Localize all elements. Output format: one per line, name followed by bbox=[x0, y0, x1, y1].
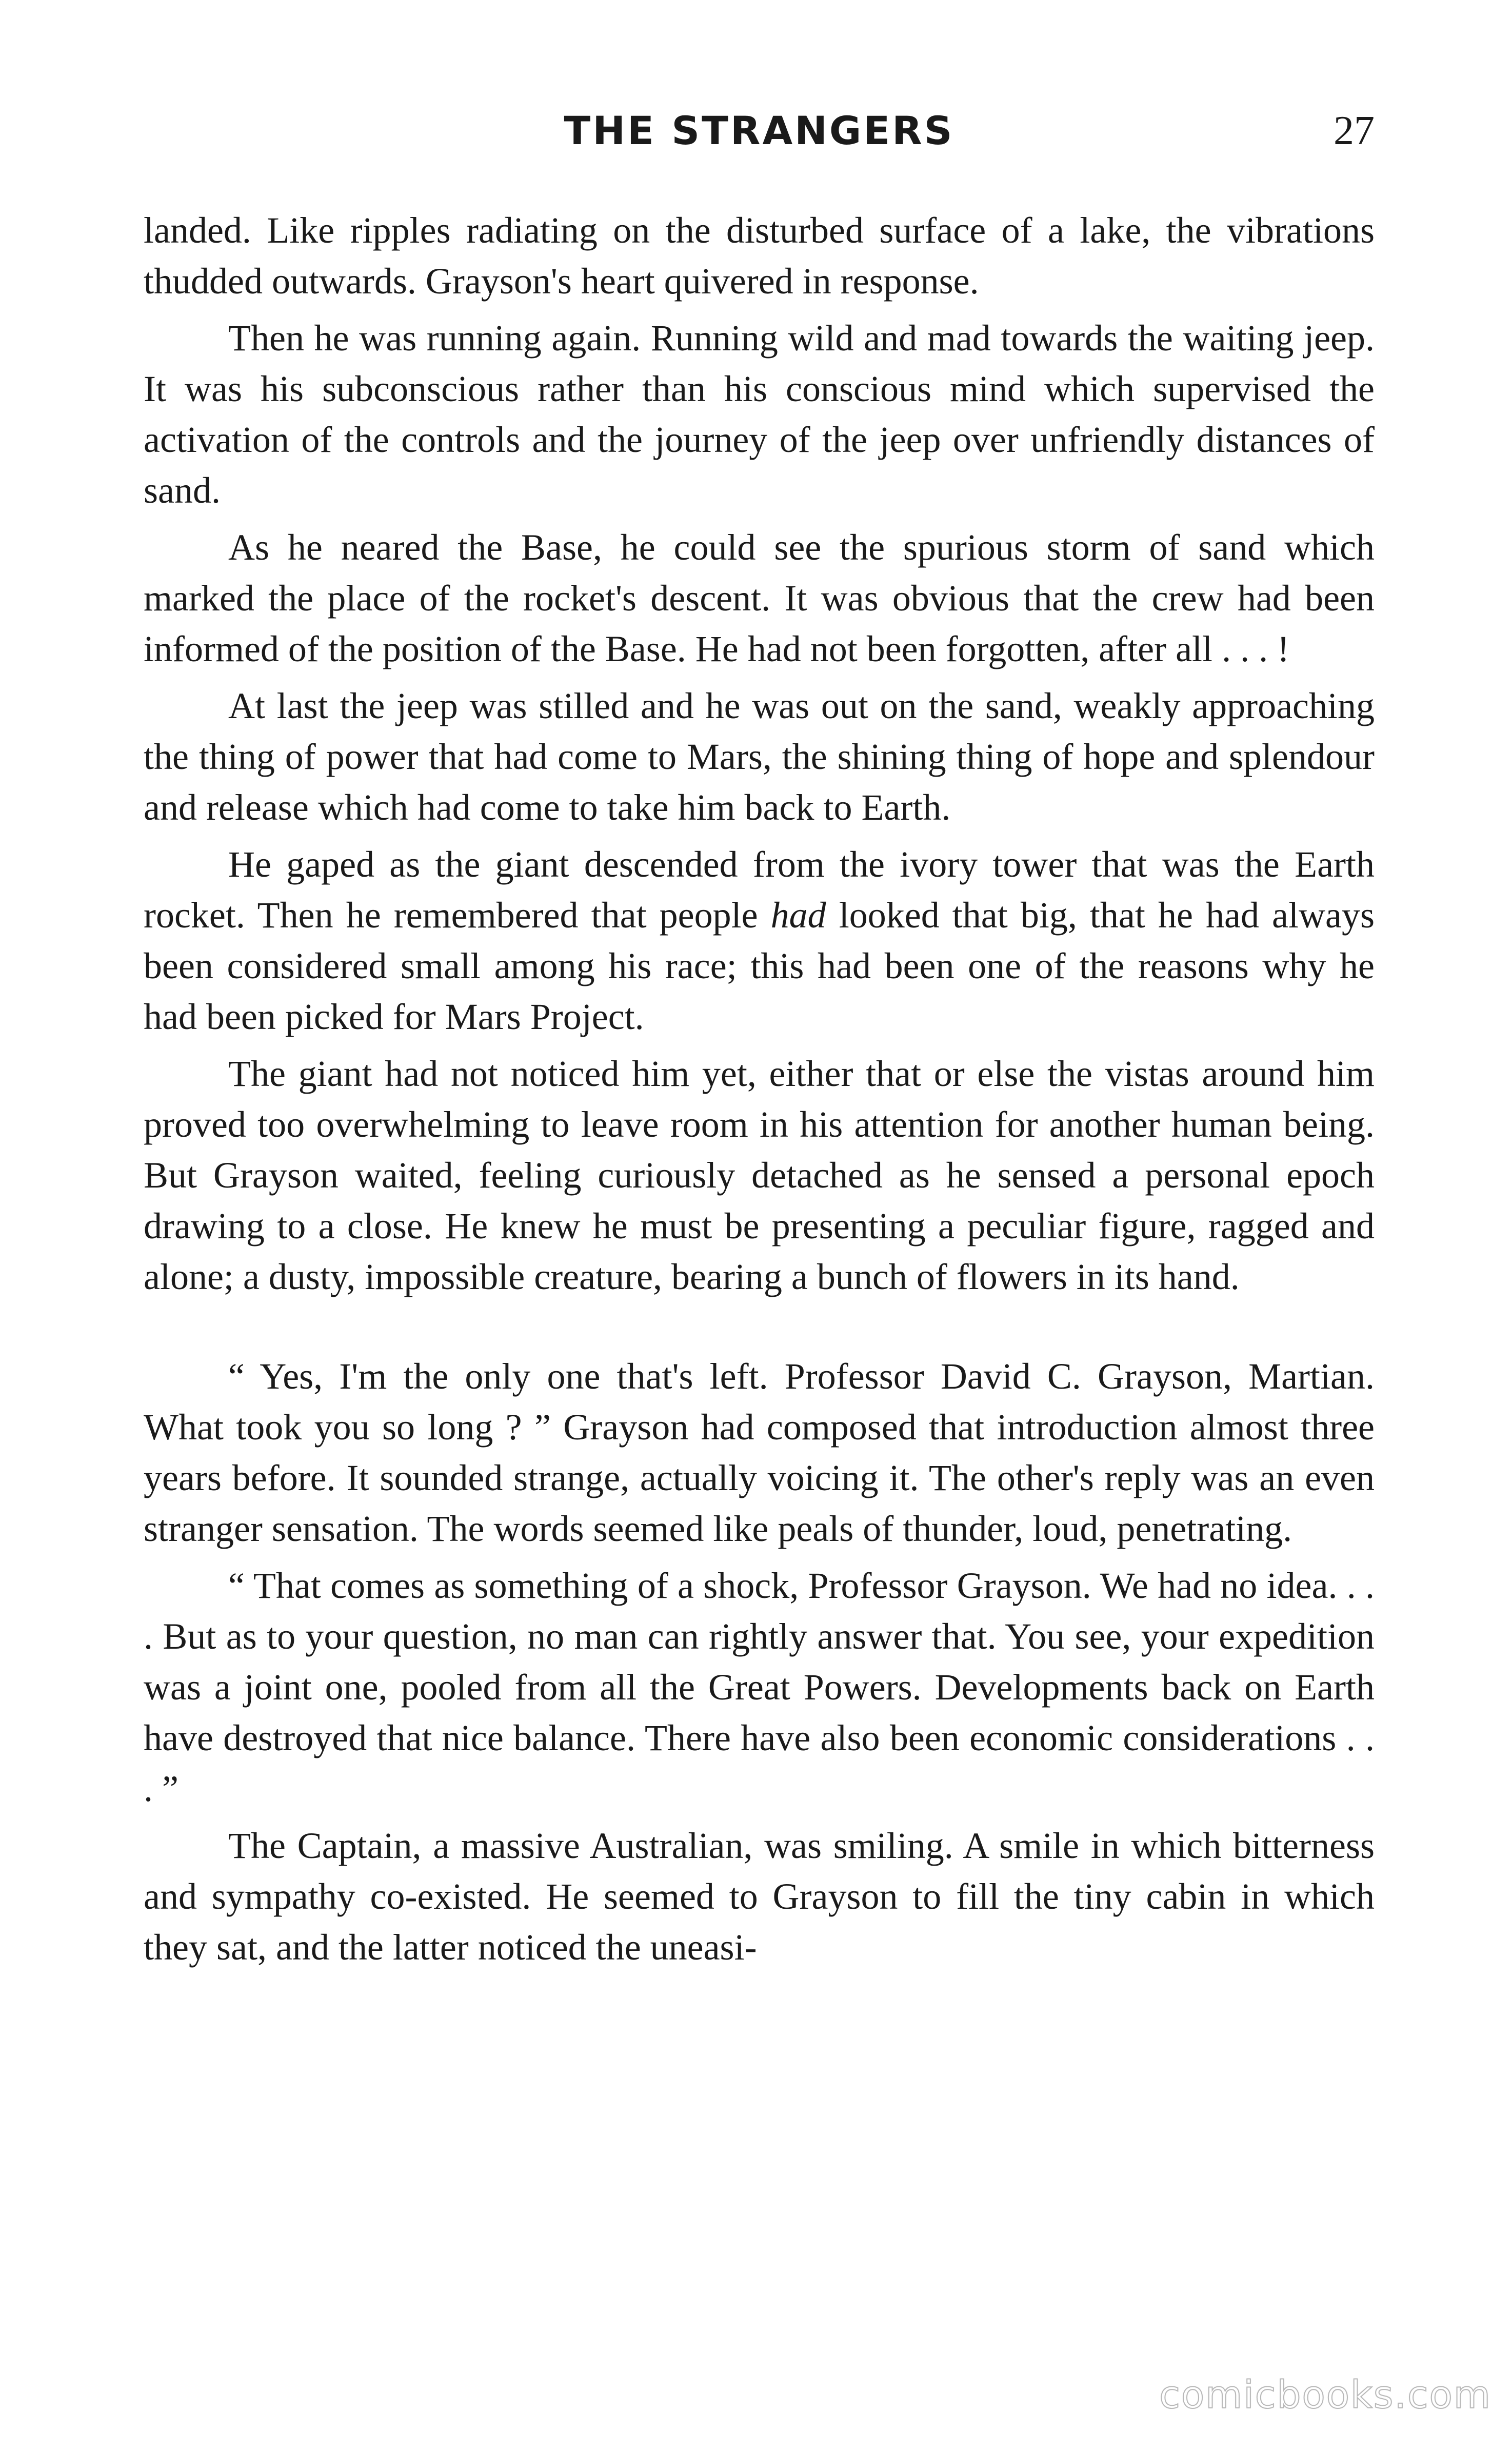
emphasized-word: had bbox=[770, 895, 826, 936]
paragraph: The Captain, a massive Australian, was smiling. A smile in which bitterness and sympathy co-existed. He seemed to Grayson to fill the tiny cabin in which they sat, and the latter noticed the uneasi- bbox=[144, 1825, 1375, 1968]
paragraph bbox=[144, 839, 1375, 1042]
paragraph: The giant had not noticed him yet, either that or else the vistas around him proved too overwhelming to leave room in his attention for another human being. But Grayson waited, feeling curiously detached as he sensed a personal epoch drawing to a close. He knew he must be presenting a peculiar figure, ragged and alone; a dusty, impossible creature, bearing a bunch of flowers in its hand. bbox=[144, 1053, 1375, 1297]
paragraph: “ Yes, I'm the only one that's left. Professor David C. Grayson, Martian. What took you so long ? ” Grayson had composed that introduction almost three years before. It sounded strange, actually voicing it. The other's reply was an even stranger sensation. The words seemed like peals of thunder, loud, penetrating. bbox=[144, 1356, 1375, 1549]
watermark: comicbooks.com bbox=[1159, 2373, 1491, 2417]
running-title: THE STRANGERS bbox=[564, 108, 954, 153]
paragraph-text: looked that big, that he had always been considered small among his race; this had been one of the reasons why he had been picked for Mars Project. bbox=[144, 895, 1375, 1037]
body-text bbox=[144, 205, 1375, 1973]
paragraph: “ That comes as something of a shock, Professor Grayson. We had no idea. . . . But as to your question, no man can rightly answer that. You see, your expedition was a joint one, pooled from all the Great Powers. Developments back on Earth have destroyed that nice balance. There have also been economic considerations . . . ” bbox=[144, 1565, 1375, 1809]
paragraph: landed. Like ripples radiating on the disturbed surface of a lake, the vibrations thudded outwards. Grayson's heart quivered in response. bbox=[144, 210, 1375, 302]
paragraph-text: He gaped as the giant descended from the ivory tower that was the Earth rocket. Then he remembered that people bbox=[144, 844, 1375, 936]
page-number: 27 bbox=[1334, 108, 1375, 153]
paragraph: At last the jeep was stilled and he was out on the sand, weakly approaching the thing of power that had come to Mars, the shining thing of hope and splendour and release which had come to take him back to Earth. bbox=[144, 685, 1375, 828]
paragraph: As he neared the Base, he could see the spurious storm of sand which marked the place of the rocket's descent. It was obvious that the crew had been informed of the position of the Base. He had not been forgotten, after all . . . ! bbox=[144, 527, 1375, 669]
page-header bbox=[144, 103, 1375, 159]
paragraph: Then he was running again. Running wild and mad towards the waiting jeep. It was his subconscious rather than his conscious mind which supervised the activation of the controls and the journey of the jeep over unfriendly distances of sand. bbox=[144, 318, 1375, 511]
